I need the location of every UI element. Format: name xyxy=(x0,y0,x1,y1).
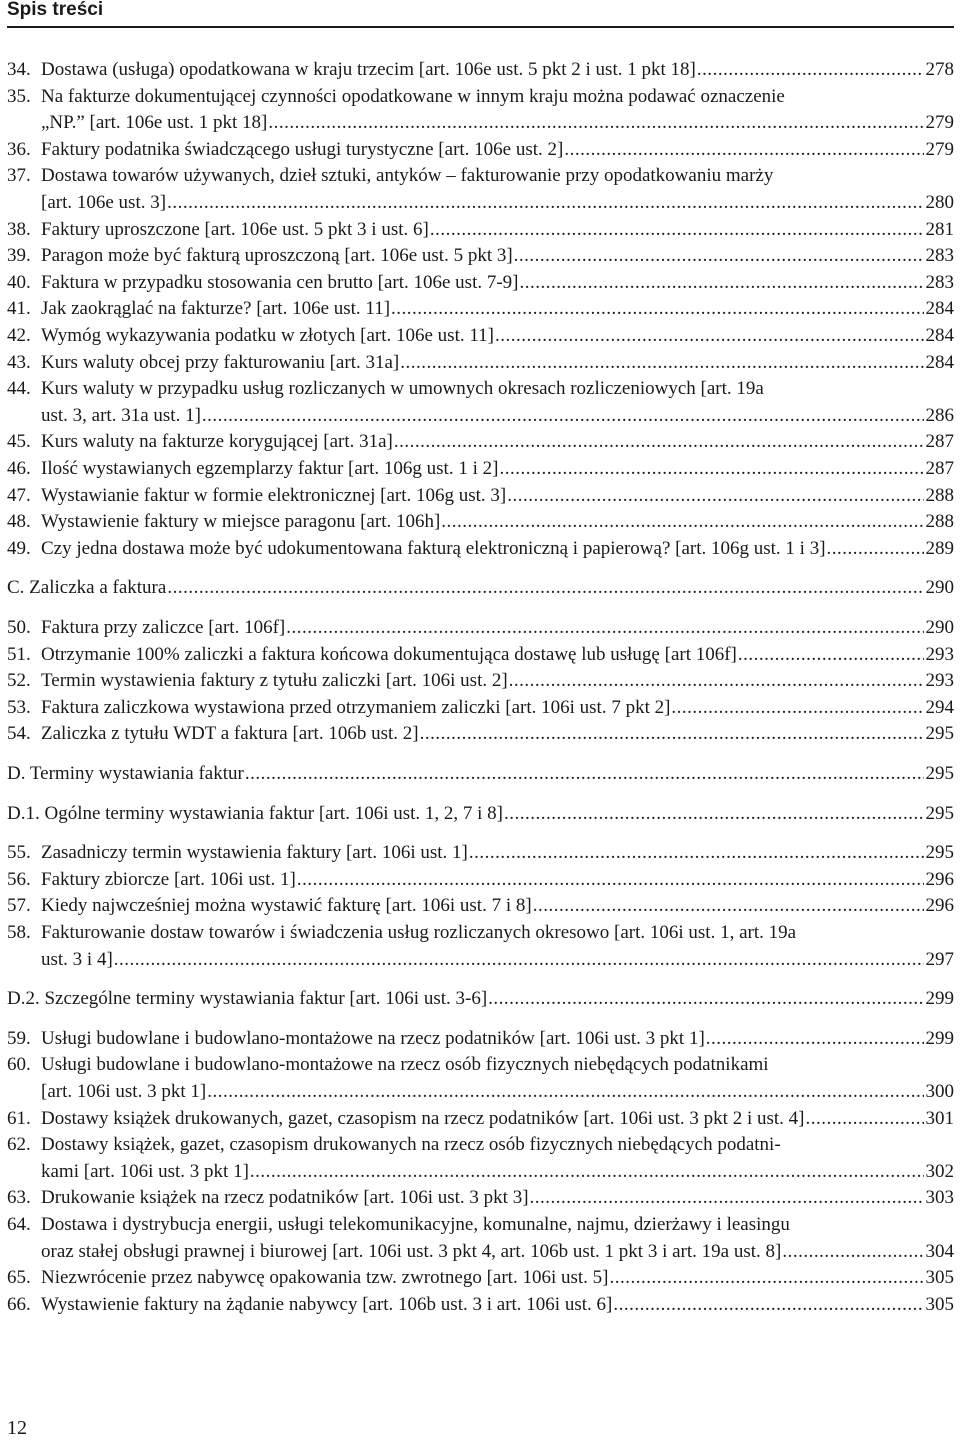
toc-page-number: 296 xyxy=(925,868,954,890)
toc-entry-title: Faktury zbiorcze [art. 106i ust. 1] xyxy=(41,868,296,890)
toc-entry-number: 66. xyxy=(7,1293,31,1315)
toc-line xyxy=(7,1185,954,1211)
toc-leader-dots xyxy=(249,1159,924,1185)
toc-leader-dots xyxy=(503,801,923,827)
toc-entry-number: 47. xyxy=(7,484,31,506)
toc-line xyxy=(7,1265,954,1291)
toc-page-number: 301 xyxy=(925,1107,954,1129)
toc-entry-title: oraz stałej obsługi prawnej i biurowej [art. 106i ust. 3 pkt 4, art. 106b ust. 1 pkt 3 i art. 19a ust. 8] xyxy=(41,1240,782,1262)
toc-entry-number: 64. xyxy=(7,1214,31,1235)
toc-leader-dots xyxy=(166,190,923,216)
toc-page-number: 278 xyxy=(925,59,954,80)
toc-line xyxy=(7,163,954,189)
toc-line xyxy=(7,376,954,402)
toc-page-number: 304 xyxy=(925,1240,954,1262)
toc-leader-dots xyxy=(781,1239,923,1265)
toc-entry-title: Wystawienie faktury w miejsce paragonu [art. 106h] xyxy=(41,511,441,533)
toc-entry-number: 41. xyxy=(7,298,31,320)
toc-leader-dots xyxy=(440,509,923,535)
toc-leader-dots xyxy=(737,642,924,668)
toc-line xyxy=(7,429,954,455)
toc-entry-title: Usługi budowlane i budowlano-montażowe na rzecz osób fizycznych niebędących podatnikami xyxy=(41,1054,769,1076)
toc-line xyxy=(7,190,954,216)
toc-entry-number: 46. xyxy=(7,458,31,479)
toc-entry-title: Kurs waluty obcej przy fakturowaniu [art. 31a] xyxy=(41,351,400,373)
toc-line xyxy=(7,920,954,946)
toc-entry-number: 48. xyxy=(7,511,31,533)
toc-leader-dots xyxy=(826,536,924,562)
toc-leader-dots xyxy=(390,296,923,322)
toc-page-number: 287 xyxy=(925,458,954,479)
toc-page-number: 293 xyxy=(925,643,954,665)
toc-leader-dots xyxy=(393,429,924,455)
toc-line xyxy=(7,867,954,893)
toc-leader-dots xyxy=(113,947,924,973)
toc-section-title: D.1. Ogólne terminy wystawiania faktur [art. 106i ust. 1, 2, 7 i 8] xyxy=(7,802,504,824)
toc-entry-title: Dostawa (usługa) opodatkowana w kraju trzecim [art. 106e ust. 5 pkt 2 i ust. 1 pkt 18] xyxy=(41,59,696,80)
header-rule xyxy=(7,26,954,28)
toc-entry-title: Niezwrócenie przez nabywcę opakowania tzw. zwrotnego [art. 106i ust. 5] xyxy=(41,1267,609,1289)
toc-entry-number: 65. xyxy=(7,1267,31,1289)
toc-line xyxy=(7,57,954,83)
toc-entry-number: 55. xyxy=(7,842,31,864)
toc-entry-number: 42. xyxy=(7,325,31,346)
toc-entry-number: 40. xyxy=(7,271,31,293)
toc-page-number: 287 xyxy=(925,431,954,453)
toc-entry-number: 36. xyxy=(7,138,31,160)
toc-entry-title: Dostawa i dystrybucja energii, usługi telekomunikacyjne, komunalne, najmu, dzierżawy i leasingu xyxy=(41,1214,790,1235)
toc-line xyxy=(7,1239,954,1265)
toc-entry-title: [art. 106i ust. 3 pkt 1] xyxy=(41,1081,207,1102)
toc-leader-dots xyxy=(429,217,924,243)
toc-entry-number: 56. xyxy=(7,868,31,890)
toc-line xyxy=(7,761,954,787)
toc-entry-title: Fakturowanie dostaw towarów i świadczenia usług rozliczanych okresowo [art. 106i ust. 1, art. 19a xyxy=(41,922,797,943)
toc-page-number: 284 xyxy=(925,298,954,320)
toc-entry-number: 49. xyxy=(7,537,31,559)
toc-entry-title: Usługi budowlane i budowlano-montażowe na rzecz podatników [art. 106i ust. 3 pkt 1] xyxy=(41,1027,705,1049)
toc-line xyxy=(7,350,954,376)
toc-section-title: D.2. Szczególne terminy wystawiania faktur [art. 106i ust. 3-6] xyxy=(7,988,488,1010)
page-number: 12 xyxy=(7,1417,27,1439)
toc-line xyxy=(7,110,954,136)
toc-page-number: 283 xyxy=(925,245,954,267)
toc-line xyxy=(7,137,954,163)
toc-entry-title: [art. 106e ust. 3] xyxy=(41,192,167,213)
toc-page-number: 286 xyxy=(925,404,954,426)
toc-leader-dots xyxy=(508,668,924,694)
toc-line xyxy=(7,615,954,641)
toc-line xyxy=(7,1159,954,1185)
toc-entry-number: 44. xyxy=(7,378,31,400)
toc-line xyxy=(7,642,954,668)
toc-leader-dots xyxy=(506,483,923,509)
toc-page-number: 305 xyxy=(925,1267,954,1289)
toc-page-number: 297 xyxy=(925,948,954,970)
toc-line xyxy=(7,1026,954,1052)
toc-entry-title: Faktura przy zaliczce [art. 106f] xyxy=(41,617,286,638)
toc-page-number: 302 xyxy=(925,1160,954,1182)
toc-entry-number: 52. xyxy=(7,670,31,692)
toc-leader-dots xyxy=(563,137,923,163)
toc-entry-title: ust. 3 i 4] xyxy=(41,948,113,970)
toc-page-number: 289 xyxy=(925,537,954,559)
toc-entry-title: Faktury podatnika świadczącego usługi turystyczne [art. 106e ust. 2] xyxy=(41,138,564,160)
toc-entry-number: 43. xyxy=(7,351,31,373)
toc-entry-title: Otrzymanie 100% zaliczki a faktura końcowa dokumentująca dostawę lub usługę [art 106f] xyxy=(41,643,737,665)
page-title: Spis treści xyxy=(7,0,104,20)
toc-entry-title: Czy jedna dostawa może być udokumentowana fakturą elektroniczną i papierową? [art. 106g ust. 1 i 3] xyxy=(41,537,826,559)
toc-page-number: 281 xyxy=(925,218,954,240)
toc-page-number: 303 xyxy=(925,1187,954,1209)
toc-entry-title: Drukowanie książek na rzecz podatników [art. 106i ust. 3 pkt 3] xyxy=(41,1187,529,1209)
toc-line xyxy=(7,84,954,110)
toc-page-number: 299 xyxy=(925,1027,954,1049)
toc-line xyxy=(7,403,954,429)
toc-leader-dots xyxy=(670,695,923,721)
toc-section-title: D. Terminy wystawiania faktur xyxy=(7,763,244,784)
toc-leader-dots xyxy=(519,270,924,296)
toc-entry-number: 58. xyxy=(7,922,31,943)
toc-entry-number: 62. xyxy=(7,1134,31,1156)
toc-line xyxy=(7,536,954,562)
toc-entry-title: Zaliczka z tytułu WDT a faktura [art. 106b ust. 2] xyxy=(41,723,419,745)
toc-page-number: 299 xyxy=(925,988,954,1010)
toc-page-number: 284 xyxy=(925,351,954,373)
toc-line xyxy=(7,668,954,694)
toc-entry-title: Kurs waluty w przypadku usług rozliczanych w umownych okresach rozliczeniowych [art. 19a xyxy=(41,378,764,400)
toc-line xyxy=(7,893,954,919)
toc-line xyxy=(7,483,954,509)
toc-line xyxy=(7,695,954,721)
toc-line xyxy=(7,296,954,322)
toc-page-number: 288 xyxy=(925,511,954,533)
toc-leader-dots xyxy=(805,1106,924,1132)
toc-entry-number: 39. xyxy=(7,245,31,267)
toc-page-number: 290 xyxy=(925,617,954,638)
toc-entry-number: 45. xyxy=(7,431,31,453)
toc-line xyxy=(7,1052,954,1078)
toc-entry-title: Wymóg wykazywania podatku w złotych [art. 106e ust. 11] xyxy=(41,325,494,346)
toc-page-number: 295 xyxy=(925,763,954,784)
toc-entry-title: ust. 3, art. 31a ust. 1] xyxy=(41,404,201,426)
toc-page-number: 295 xyxy=(925,842,954,864)
toc-entry-title: „NP.” [art. 106e ust. 1 pkt 18] xyxy=(41,112,268,134)
toc-leader-dots xyxy=(468,840,924,866)
toc-leader-dots xyxy=(206,1079,923,1105)
toc-page-number: 305 xyxy=(925,1293,954,1315)
toc-page-number: 280 xyxy=(925,192,954,213)
toc-leader-dots xyxy=(487,986,923,1012)
toc-entry-title: Kiedy najwcześniej można wystawić fakturę [art. 106i ust. 7 i 8] xyxy=(41,895,532,917)
toc-entry-title: Termin wystawienia faktury z tytułu zaliczki [art. 106i ust. 2] xyxy=(41,670,508,692)
toc-leader-dots xyxy=(532,893,924,919)
toc-entry-title: kami [art. 106i ust. 3 pkt 1] xyxy=(41,1160,249,1182)
toc-line xyxy=(7,1079,954,1105)
toc-line xyxy=(7,801,954,827)
toc-entry-title: Kurs waluty na fakturze korygującej [art. 31a] xyxy=(41,431,393,453)
toc-leader-dots xyxy=(529,1185,924,1211)
toc-entry-number: 57. xyxy=(7,895,31,917)
toc-entry-number: 63. xyxy=(7,1187,31,1209)
toc-entry-number: 59. xyxy=(7,1027,31,1049)
toc-entry-number: 37. xyxy=(7,165,31,187)
toc-entry-number: 60. xyxy=(7,1054,31,1076)
toc-entry-number: 53. xyxy=(7,696,31,718)
toc-leader-dots xyxy=(696,57,924,83)
toc-section-title: C. Zaliczka a faktura xyxy=(7,577,167,599)
toc-line xyxy=(7,323,954,349)
toc-entry-title: Dostawa towarów używanych, dzieł sztuki, antyków – fakturowanie przy opodatkowaniu marży xyxy=(41,165,774,187)
toc-line xyxy=(7,721,954,747)
toc-entry-number: 50. xyxy=(7,617,31,638)
toc-leader-dots xyxy=(285,615,923,641)
toc-entry-title: Faktura zaliczkowa wystawiona przed otrzymaniem zaliczki [art. 106i ust. 7 pkt 2] xyxy=(41,696,671,718)
toc-line xyxy=(7,947,954,973)
toc-line xyxy=(7,1292,954,1318)
toc-entry-number: 54. xyxy=(7,723,31,745)
toc-line xyxy=(7,1132,954,1158)
toc-entry-title: Na fakturze dokumentującej czynności opodatkowane w innym kraju można podawać oznaczenie xyxy=(41,85,785,107)
toc-page-number: 295 xyxy=(925,723,954,745)
toc-entry-title: Zasadniczy termin wystawienia faktury [art. 106i ust. 1] xyxy=(41,842,468,864)
toc-line xyxy=(7,456,954,482)
toc-line xyxy=(7,575,954,601)
toc-entry-title: Faktura w przypadku stosowania cen brutto [art. 106e ust. 7-9] xyxy=(41,271,519,293)
toc-page-number: 294 xyxy=(925,696,954,718)
toc-line xyxy=(7,1212,954,1238)
toc-page-number: 288 xyxy=(925,484,954,506)
toc-entry-title: Jak zaokrąglać na fakturze? [art. 106e ust. 11] xyxy=(41,298,391,320)
toc-leader-dots xyxy=(201,403,924,429)
toc-leader-dots xyxy=(267,110,923,136)
toc-leader-dots xyxy=(296,867,924,893)
toc-leader-dots xyxy=(705,1026,924,1052)
toc-page-number: 290 xyxy=(925,577,954,599)
toc-page-number: 284 xyxy=(925,325,954,346)
toc-entry-number: 51. xyxy=(7,643,31,665)
toc-leader-dots xyxy=(166,575,923,601)
toc-leader-dots xyxy=(419,721,924,747)
toc-entry-number: 34. xyxy=(7,59,31,80)
toc-line xyxy=(7,270,954,296)
toc-line xyxy=(7,509,954,535)
toc-page-number: 300 xyxy=(925,1081,954,1102)
toc-line xyxy=(7,840,954,866)
toc-entry-number: 38. xyxy=(7,218,31,240)
toc-leader-dots xyxy=(498,456,923,482)
toc-leader-dots xyxy=(494,323,924,349)
toc-line xyxy=(7,1106,954,1132)
toc-page-number: 296 xyxy=(925,895,954,917)
toc-page-number: 293 xyxy=(925,670,954,692)
toc-leader-dots xyxy=(244,761,924,787)
toc-entry-title: Wystawienie faktury na żądanie nabywcy [art. 106b ust. 3 i art. 106i ust. 6] xyxy=(41,1293,613,1315)
toc-line xyxy=(7,986,954,1012)
toc-page-number: 283 xyxy=(925,271,954,293)
toc-entry-title: Wystawianie faktur w formie elektronicznej [art. 106g ust. 3] xyxy=(41,484,507,506)
toc-leader-dots xyxy=(612,1292,923,1318)
toc-entry-number: 61. xyxy=(7,1107,31,1129)
toc-entry-title: Dostawy książek, gazet, czasopism drukowanych na rzecz osób fizycznych niebędących podatni- xyxy=(41,1134,781,1156)
toc-leader-dots xyxy=(399,350,923,376)
toc-entry-title: Paragon może być fakturą uproszczoną [art. 106e ust. 5 pkt 3] xyxy=(41,245,513,267)
toc-page-number: 279 xyxy=(925,138,954,160)
toc-line xyxy=(7,217,954,243)
toc-entry-title: Faktury uproszczone [art. 106e ust. 5 pkt 3 i ust. 6] xyxy=(41,218,429,240)
toc-entry-title: Dostawy książek drukowanych, gazet, czasopism na rzecz podatników [art. 106i ust. 3 pkt 2 i ust. 4] xyxy=(41,1107,805,1129)
toc-leader-dots xyxy=(513,243,924,269)
toc-entry-number: 35. xyxy=(7,85,31,107)
toc-page-number: 279 xyxy=(925,112,954,134)
toc-entry-title: Ilość wystawianych egzemplarzy faktur [art. 106g ust. 1 i 2] xyxy=(41,458,499,479)
toc-line xyxy=(7,243,954,269)
toc-page-number: 295 xyxy=(925,802,954,824)
toc-leader-dots xyxy=(608,1265,923,1291)
